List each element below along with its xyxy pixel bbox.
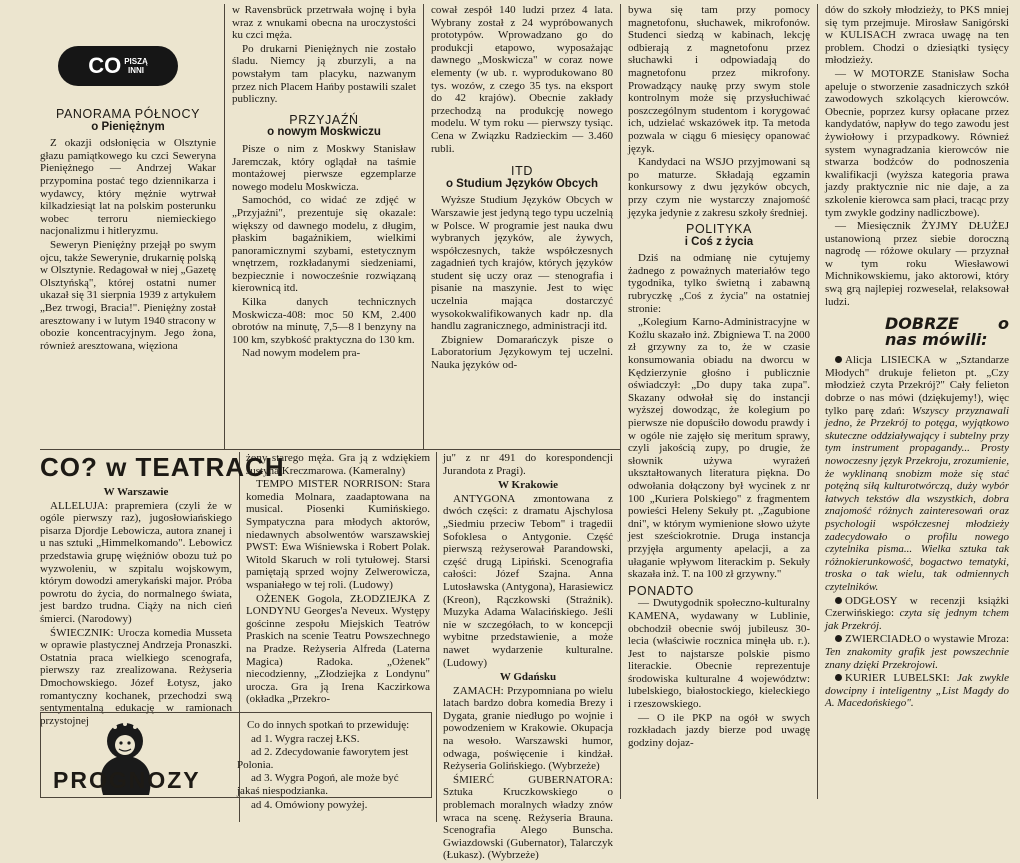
section-heading: ITD <box>511 164 533 179</box>
theatre-column-3 <box>443 452 613 863</box>
review: ŚWIECZNIK: Urocza komedia Musseta w oprawie plastycznej Andrzeja Pronaszki. Ostatnia praca wielkiego scenografa, pierwszy raz zrealizowana. Reżyseria Dmochowskiego. Józef Łotysz, jako romantyczny kochanek, przechodzi swą sentymentalną edukację w ramionach przystojnej <box>40 626 232 727</box>
paragraph: Pisze o nim z Moskwy Stanisław Jaremczak, który oglądał na taśmie montażowej pierwsze egzemplarze nowego modelu Moskwicza. <box>232 142 416 193</box>
city-heading: W Warszawie <box>103 486 169 498</box>
paragraph: Seweryn Pieniężny przejął po swym ojcu, także Sewerynie, drukarnię polską w Olsztynie. Redagował w niej „Gazetę Olsztyńską", której ostatni numer ukazał się 31 sierpnia 1939 z artykułem „Bez trwogi, Bracia!". Pieniężny został aresztowany i w lutym 1940 stracony w obozie koncentracyjnym. Jego żona, również aresztowana, więziona <box>40 238 216 352</box>
paragraph: Po drukarni Pieniężnych nie zostało śladu. Niemcy ją zburzyli, a na powstałym tam placyku, nazwanym przez nich Placem Hańby postawili szalet publiczny. <box>232 42 416 106</box>
paragraph: Nad nowym modelem pra- <box>242 347 361 360</box>
forecast-item: ad 3. Wygra Pogoń, ale może być jakaś niespodzianka. <box>237 772 399 797</box>
article-przyjazn <box>232 4 416 361</box>
co-pisza-inni-logo: CO PISZĄ INNI <box>58 46 178 86</box>
theatre-title: CO? w TEATRACH <box>40 452 285 482</box>
quote-item: ODGŁOSY w recenzji książki Czerwińskiego: czyta się jednym tchem jak Przekrój. <box>825 594 1009 632</box>
paragraph: Zbigniew Domarańczyk pisze o Laboratorium Językowym tej uczelni. Nauka języków od- <box>431 333 613 372</box>
review: TEMPO MISTER NORRISON: Stara komedia Molnara, zaadaptowana na musical. Piosenki Kumińskiego. Sympatyczna para młodych aktorów, niedawnych absolwentów warszawskiej PWST: Ewa Wiśniewska i Robert Polak. Witold Skaruch w roli tytułowej. Starsi pamiętają sprzed wojny Zelwerowicza, wspaniałego w tej roli. (Ludowy) <box>246 478 430 591</box>
column-rule <box>436 452 437 822</box>
paragraph: Dziś na odmianę nie cytujemy żadnego z poważnych materiałów tego tygodnika, tylko świetną i zabawną rubryczkę „Coś z życia" na ostatniej stronie: <box>628 252 810 315</box>
paragraph: w Ravensbrück przetrwała wojnę i była wraz z wnukami obecna na uroczystości ku czci męża. <box>232 4 416 42</box>
article-itd <box>431 4 613 373</box>
column-rule <box>224 4 225 450</box>
theatre-column-1 <box>40 484 232 728</box>
paragraph: Wyższe Studium Języków Obcych w Warszawie jest jedyną tego typu uczelnią w Polsce. W programie jest nauka dwu wybranych języków, ale żywych, współczesnych, także współczesnych zagadnień tych krajów, których języków student się uczy oraz — stenografia i pisanie na maszynie. Jest to więc uczelnia mająca dostarczyć wysokokwalifikowanych kadr np. dla handlu zagranicznego, administracji itd. <box>431 194 613 333</box>
review: ZAMACH: Przypomniana po wielu latach bardzo dobra komedia Brezy i Dygata, granie niedługo po wojnie i powodzeniem w Krakowie. Okupacja na wesoło. Warszawski humor, odwaga, poświęcenie i kindżał. Reżyseria Golińskiego. (Wybrzeże) <box>443 684 613 773</box>
article-heading: o Studium Języków Obcych <box>445 177 599 190</box>
paragraph: — W MOTORZE Stanisław Socha apeluje o stworzenie zasadniczych szkół zawodowych szkolących kierowców. Obecnie, poprzez kursy opłacane przez kandydatów, napływ do tego zawodu jest żywiołowy i przypadkowy. Równieź system wynagradzania kierowców nie stwarza bodźców do podnoszenia kwalifikacji (wyższa kategoria prawa jazdy praktycznie nic nie daje, a za szkolenie kierowca sam płaci, tracąc przy tym zwykle godziny nadliczbowe). <box>825 67 1009 219</box>
dobrze-o-nas-heading: DOBRZE o nas mówili: <box>885 314 1009 350</box>
review: ANTYGONA zmontowana z dwóch części: z dramatu Ajschylosa „Siedmiu przeciw Tebom" i tragedii Sofoklesa o Antygonie. Część pierwszą reżyserował Parandowski, część drugą Lipiński. Scenografia całości: Józef Szajna. Anna Lutosławska (Antygona), Harasiewicz (Kreon), Rączkowski (Strażnik). Muzyka Adama Walacińskiego. Jeśli nie w szczegółach, to w koncepcji wybitne przedstawienie, a może nawet wydarzenie kulturalne. (Ludowy) <box>443 492 613 669</box>
paragraph: — Miesięcznik ŻYJMY DŁUŻEJ ustanowioną przez siebie doroczną nagrodę — różowe okulary — przyznał w tym roku Wiesławowi Michnikowskiemu, jako aktorowi, który swą grą najlepiej rozweselał, relaksował ludzi. <box>825 220 1009 308</box>
section-heading: PRZYJAŹŃ <box>289 112 359 127</box>
review: OŻENEK Gogola, ZŁODZIEJKA Z LONDYNU Georges'a Neveux. Występy gościnne zespołu Miejskich Teatrów Praskich na scenie Teatru Powszechnego na Pradze. Reżyseria Alfreda (Laterna Magica) Radoka. „Ożenek" niecodzienny, „Złodziejka z Londynu" urocza. Gra ją Irena Kaczirkowa (okładka „Przekro- <box>246 592 430 706</box>
paragraph: Kilka danych technicznych Moskwicza-408: moc 50 KM, 2.400 obrotów na minutę, 7,5—8 l benzyny na 100 km, szybkość praktyczna do 130 km. <box>232 296 416 346</box>
column-rule <box>817 4 818 799</box>
paragraph: „Kolegium Karno-Administracyjne w Koźlu skazało inż. Zbigniewa T. na 2000 zł grzywny za to, że w czasie konsumowania obiadu na dworcu w Kędzierzynie głośno i publicznie oświadczył: „Do dupy taka zupa". Skazany odwołał się do instancji wyższej dowodząc, że kolegium po pierwsze nie dopuściło dowodu prawdy i w ogóle nie zajęło się meritum sprawy, czyli jakością zupy, po drugie, że słownik używa wyrażeń ukształtowanych literatura piękna. Do odwołania dołączony był wycinek z nr 100 „Kuriera Polskiego" z fragmentem powieści Heleny Sekuły pt. „Zagubione dni", w którym wymienione słowo użyte jest sześciokrotnie. Druga instancja przyjęła argumenty apelacji, a za ułaganie wpływom literackim p. Sekuły skazała inż. T. na 100 zł grzywny." <box>628 316 810 581</box>
paragraph: Z okazji odsłonięcia w Olsztynie głazu pamiątkowego ku czci Seweryna Pieniężnego — Andrzej Wakar przypomina postać tego dziennikarza i wydawcy, który mężnie wytrwał kilkadziesiąt lat na polskim posterunku wobec terroru niemieckiego nacjonalizmu i hitleryzmu. <box>40 137 216 238</box>
review: ŚMIERĆ GUBERNATORA: Sztuka Kruczkowskiego o problemach moralnych władzy znów wraca na scenę. Reżyseria Brauna. Scenografia Alego Bunscha. Gwiazdowski (Gubernator), Talarczyk (Łukasz). (Wybrzeże) <box>443 773 613 862</box>
article-column-five <box>825 4 1009 711</box>
paragraph: cował zespół 140 ludzi przez 4 lata. Wybrany został z 24 wypróbowanych prototypów. Wprowadzano go do produkcji etapowo, wyposażając dawnego „Moskwicza" w coraz nowe elementy (w ub. r. wyprodukowano 80 tys. wozów, z czego 35 tys. na eksport do 42 krajów). Obecnie zakłady przechodzą na produkcję nowego modelu. W tym roku — pierwszy tysiąc. Cena w Związku Radzieckim — 3.460 rubli. <box>431 4 613 155</box>
review: żony starego męża. Gra ją z wdziękiem Justyna Kreczmarowa. (Kameralny) <box>246 452 430 477</box>
section-heading: PANORAMA PÓŁNOCY <box>55 107 201 121</box>
city-heading: W Krakowie <box>498 479 558 492</box>
article-heading: i Coś z życia <box>684 235 754 248</box>
column-rule <box>423 4 424 450</box>
paragraph: — Dwutygodnik społeczno-kulturalny KAMENA, wydawany w Lublinie, obchodził obecnie swój jubileusz 30-lecia (właściwie rocznica minęła ub. r.). Jest to najstarsze polskie pismo literackie. Obecnie reprezentuje środowiska kulturalne 4 województw: lubelskiego, białostockiego, kieleckiego i rzeszowskiego. <box>628 597 810 711</box>
paragraph: bywa się tam przy pomocy magnetofonu, słuchawek, mikrofonów. Studenci siedzą w kabinach, lekcję odbierają z magnetofonu przez słuchawki i odpowiadają do magnetofonu przez mikrofony. Prowadzący naukę przy swym stole kontrolnym może się przysłuchiwać poszczególnym studentom i korygować ich, udzielać wskazówek itp. Ta metoda pozwala w ciągu 6 miesięcy opanować język. <box>628 4 810 155</box>
paragraph: Kandydaci na WSJO przyjmowani są po maturze. Składają egzamin konkursowy z dwu języków obcych, przy czym nie wystarczy znajomość języka jedynie z zakresu szkoły średniej. <box>628 156 810 219</box>
review: ju" z nr 491 do korespondencji Jurandota z Pragi). <box>443 452 613 477</box>
forecast-item: ad 1. Wygra raczej ŁKS. <box>251 732 360 745</box>
prognozy-title: PROGNOZY <box>53 767 201 793</box>
review: ALLELUJA: prapremiera (czyli że w ogóle pierwszy raz), jugosłowiańskiego pisarza Djordje Lebowicza, autora znanej i u nas sztuki „Himmelkomando". Lebowicz przedstawia grupę więźniów obozu tuż po wyzwoleniu, w szpitalu wojskowym, którym dowodzi amerykański major. Próba powrotu do życia, do normalnego świata, jest bardzo trudna. Ciąży na nich cień śmierci. (Narodowy) <box>40 499 232 625</box>
section-heading: PONADTO <box>628 583 694 598</box>
bullet-icon <box>835 635 842 642</box>
column-rule <box>620 4 621 799</box>
quote-item: ZWIERCIADŁO o wystawie Mroza: Ten znakomity grafik jest powszechnie znany dzięki Przekrojowi. <box>825 633 1009 671</box>
forecast-item: ad 4. Omówiony powyżej. <box>251 798 368 811</box>
forecast-item: ad 2. Zdecydowanie faworytem jest Polonia. <box>237 746 409 771</box>
bullet-icon <box>835 674 842 681</box>
section-rule <box>40 449 620 450</box>
section-heading: POLITYKA <box>686 222 752 237</box>
quote-item: KURIER LUBELSKI: Jak zwykle dowcipny i inteligentny „List Magdy do A. Macedońskiego". <box>825 672 1009 710</box>
paragraph: Co do innych spotkań to przewiduję: <box>247 719 410 731</box>
prognozy-text <box>237 719 423 812</box>
prognozy-box <box>40 712 432 811</box>
bullet-icon <box>835 597 842 604</box>
paragraph: dów do szkoły młodzieży, to PKS mniej się tym przejmuje. Mirosław Sanigórski w KULISACH zwraca uwagę na ten problem. Chodzi o dziesiątki tysięcy młodzieży. <box>825 4 1009 67</box>
quote-item: Alicja LISIECKA w „Sztandarze Młodych" drukuje felieton pt. „Czy młodzież czyta Przekrój?" Cały felieton dobrze o nas mówi (dziękujemy!), więc tylko parę zdań: Wszyscy przyznawali jedno, że Przekrój to potęga, wyjątkowo skuteczne oddziaływający i subtelny przy tym instrument propagandy... Prosty nowoczesny język Przekroju, zrozumienie, że wyklinaną snobizm może się stać potężną siłą kulturotwórczą, duży wybór łatwych tekstów dla wszystkich, dobra znajomość różnych zainteresowań oraz psychologii współczesnej młodzieży zadecydowało o profilu nowego czytelnika pisma... Wielka sztuka tak różnokierunkowość, bogactwo tematyki, troska o tak wielu, tak odmiennych czytelników. <box>825 354 1010 593</box>
paragraph: Samochód, co widać ze zdjęć w „Przyjaźni", prezentuje się okazale: większy od dawnego modelu, z długim, płaskim bagażnikiem, wielkimi panoramicznymi szybami, estetycznym wnętrzem, rozkładanymi siedzeniami, bezpiecznie i nowocześnie rozwiązaną kierownicą itd. <box>232 194 416 295</box>
city-heading: W Gdańsku <box>499 671 557 684</box>
theatre-column-2 <box>246 452 430 707</box>
article-heading: o Pieniężnym <box>91 120 165 133</box>
article-heading: o nowym Moskwiczu <box>267 126 381 139</box>
article-panorama-polnocy <box>40 106 216 353</box>
bullet-icon <box>835 356 842 363</box>
paragraph: — O ile PKP na ogół w swych rozkładach jazdy bierze pod uwagę godziny dojaz- <box>628 711 810 749</box>
article-polityka <box>628 4 810 750</box>
